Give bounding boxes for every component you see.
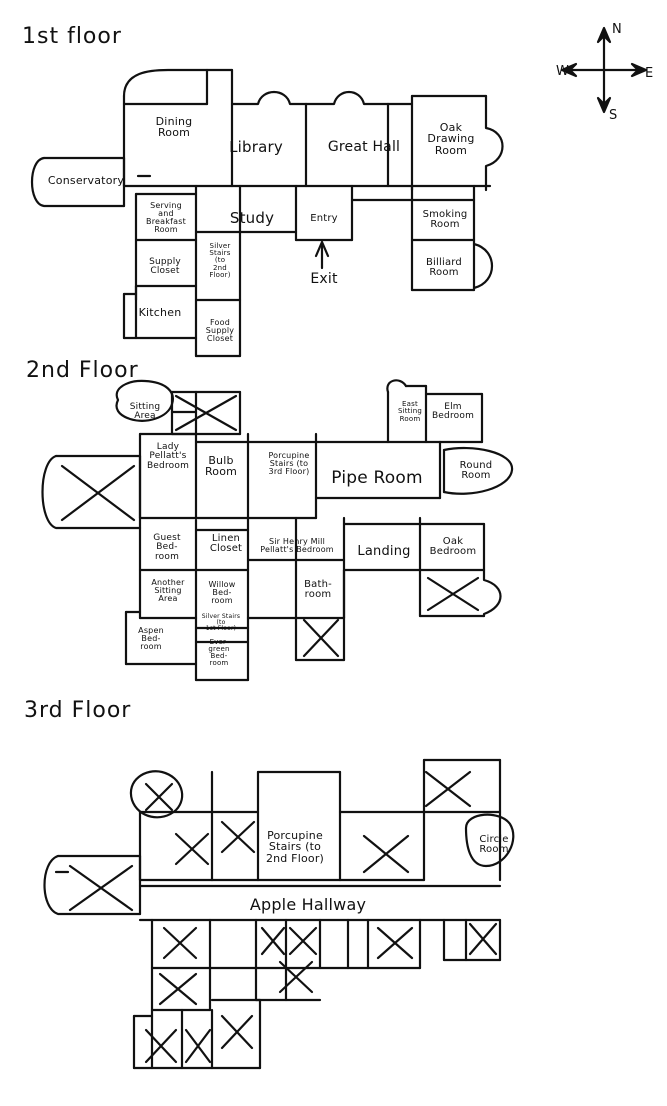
room-label-text: Pipe Room — [331, 468, 423, 489]
room-label-text: Aspen Bed- room — [138, 625, 164, 652]
compass-north-label: N — [612, 22, 622, 37]
room-label-text: Exit — [310, 270, 338, 287]
room-label-library — [213, 136, 299, 160]
room-label-sitting-area — [122, 398, 168, 426]
room-label-aspen-bedroom — [131, 622, 171, 656]
room-label-bathroom — [298, 578, 338, 602]
room-label-text: Bath- room — [304, 578, 332, 600]
room-label-text: Kitchen — [138, 306, 182, 320]
room-label-dining-room — [143, 104, 205, 150]
room-label-text: Round Room — [459, 459, 493, 481]
room-label-porcupine-stairs-3rd — [263, 448, 315, 480]
room-label-text: Sir Henry Mill Pellatt's Bedroom — [260, 536, 334, 554]
room-label-text: Smoking Room — [422, 208, 468, 230]
compass-south-label: S — [609, 108, 618, 123]
room-label-text: Dining Room — [155, 114, 193, 139]
room-label-oak-bedroom — [428, 534, 478, 560]
room-label-serving-breakfast-room — [139, 198, 193, 238]
room-label-text: Lady Pellatt's Bedroom — [146, 442, 190, 471]
room-label-text: Elm Bedroom — [431, 401, 475, 421]
room-label-bulb-room — [199, 452, 243, 480]
room-label-text: Billiard Room — [426, 256, 462, 278]
room-label-text: Landing — [357, 544, 411, 560]
room-label-elm-bedroom — [430, 400, 476, 424]
room-label-text: Sitting Area — [129, 401, 161, 421]
room-label-text: Bulb Room — [204, 453, 238, 478]
room-label-text: Supply Closet — [149, 256, 181, 276]
room-label-great-hall — [318, 136, 410, 158]
room-label-kitchen — [132, 304, 188, 322]
room-label-text: Willow Bed- room — [208, 579, 236, 606]
floor3-title: 3rd Floor — [24, 698, 132, 723]
room-label-text: Library — [229, 138, 283, 157]
room-label-text: Circle Room — [479, 833, 509, 855]
room-label-porcupine-stairs-2nd — [258, 826, 332, 868]
compass-west-label: W — [556, 64, 569, 79]
room-label-another-sitting-area — [146, 574, 190, 608]
room-label-text: Conservatory — [47, 174, 125, 188]
room-label-text: Study — [229, 209, 275, 228]
room-label-exit — [300, 270, 348, 288]
room-label-evergreen-bedroom — [200, 634, 238, 672]
room-label-round-room — [452, 458, 500, 484]
room-label-conservatory — [34, 172, 138, 190]
room-label-supply-closet — [139, 254, 191, 280]
room-label-circle-room — [470, 832, 518, 858]
room-label-silver-stairs-1st — [200, 614, 242, 632]
room-label-text: Oak Drawing Room — [427, 121, 475, 157]
room-label-linen-closet — [204, 532, 248, 556]
room-label-apple-hallway — [228, 893, 388, 917]
room-label-east-sitting-room — [393, 396, 427, 428]
room-label-text: Silver Stairs (to 1st Floor) — [201, 612, 241, 633]
room-label-text: Ever- green Bed- room — [208, 637, 230, 668]
room-label-study — [215, 208, 289, 230]
room-label-text: Serving and Breakfast Room — [146, 200, 186, 235]
room-label-text: Porcupine Stairs (to 2nd Floor) — [265, 829, 325, 865]
room-label-text: Guest Bed- room — [153, 533, 181, 562]
room-label-pipe-room — [322, 466, 432, 492]
compass-east-label: E — [645, 66, 654, 81]
room-label-oak-drawing-room — [419, 113, 483, 165]
room-label-text: Entry — [310, 212, 338, 224]
room-label-text: Food Supply Closet — [205, 317, 235, 344]
room-label-text: Another Sitting Area — [151, 577, 185, 604]
room-label-billiard-room — [418, 254, 470, 282]
room-label-text: Apple Hallway — [249, 894, 367, 914]
room-label-text: Linen Closet — [209, 532, 243, 554]
room-label-text: Oak Bedroom — [429, 535, 477, 557]
compass-rose — [562, 28, 646, 112]
room-label-lady-pellatts-bedroom — [142, 438, 194, 476]
room-label-willow-bedroom — [202, 576, 242, 610]
room-label-text: Porcupine Stairs (to 3rd Floor) — [268, 450, 310, 477]
floor1-title: 1st floor — [22, 24, 122, 49]
room-label-guest-bedroom — [146, 530, 188, 566]
room-label-silver-stairs-2nd — [203, 236, 237, 286]
floor2-walls — [43, 380, 513, 680]
room-label-text: Silver Stairs (to 2nd Floor) — [209, 242, 231, 279]
room-label-text: East Sitting Room — [397, 400, 423, 423]
room-label-smoking-room — [418, 206, 472, 234]
floor2-title: 2nd Floor — [26, 358, 139, 383]
room-label-landing — [352, 542, 416, 562]
room-label-text: Great Hall — [327, 138, 401, 155]
room-label-sir-henry-bedroom — [250, 534, 344, 558]
room-label-food-supply-closet — [203, 312, 237, 350]
room-label-entry — [303, 211, 345, 227]
